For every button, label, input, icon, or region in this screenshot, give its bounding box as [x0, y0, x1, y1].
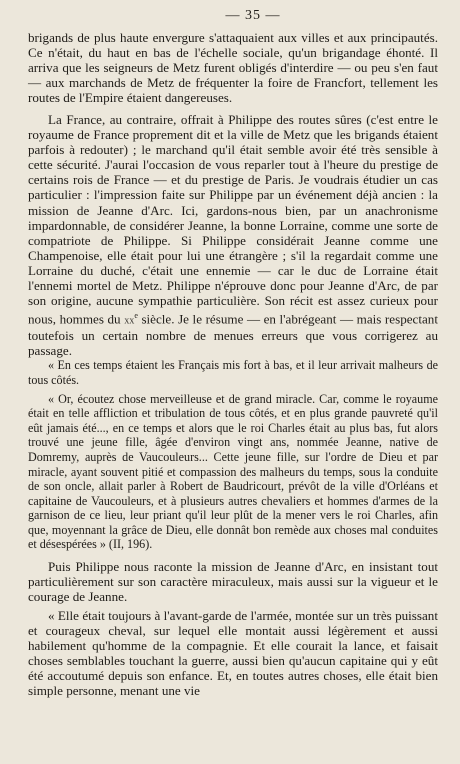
quote-francais-a-bas: « En ces temps étaient les Français mis fort à bas, et il leur arrivait malheurs de tous côtés.	[28, 358, 438, 387]
paragraph-france-text-end: siècle. Je le résume — en l'abrégeant — mais respectant toutefois un certain nombre de menues erreurs que vous corrigerez au passage.	[28, 311, 438, 359]
paragraph-mission-jeanne: Puis Philippe nous raconte la mission de Jeanne d'Arc, en insistant tout particulièrement sur son caractère miraculeux, mais aussi sur la vigueur et le courage de Jeanne.	[28, 559, 438, 605]
paragraph-gap	[28, 552, 438, 559]
paragraph-brigands: brigands de plus haute envergure s'attaquaient aux villes et aux principautés. Ce n'était, du haut en bas de l'échelle sociale, qu'un brigandage éhonté. Il arriva que les seigneurs de Metz furent obligés d'interdire — ou peu s'en faut — aux marchands de Metz de fréquenter la foire de Francfort, tellement les routes de l'Empire étaient dangereuses.	[28, 30, 438, 106]
paragraph-gap	[28, 105, 438, 112]
quote-avant-garde: « Elle était toujours à l'avant-garde de l'armée, montée sur un très puissant et courageux cheval, sur lequel elle montait aussi légèrement et aussi habilement qu'homme de la compagnie. Et elle courait la lance, et faisait choses semblables touchant la guerre, aussi bien qu'aucun capitaine qui y eût été accoutumé depuis son enfance. Et, en toutes autres choses, elle était bien simple personne, menant une vie	[28, 608, 438, 699]
quote-chose-merveilleuse: « Or, écoutez chose merveilleuse et de grand miracle. Car, comme le royaume était en telle affliction et tribulation de tous côtés, et en plus grande pauvreté qu'il eût jamais été..., en ce temps et alors que le roi Charles était au plus bas, fut alors trouvé une jeune fille, âgée d'environ vingt ans, nommée Jeanne, native de Domremy, auprès de Vaucouleurs... Cette jeune fille, sur l'ordre de Dieu et par miracle, ayant souvent pitié et compassion des malheurs du temps, sous la conduite de son oncle, allait parler à Robert de Baudricourt, prévôt de la ville d'Orléans et capitaine de Vaucouleurs, et à plusieurs autres chevaliers et hommes d'armes de la garnison de ce lieu, leur priant qu'il leur plût de la mener vers le roi Charles, afin que, moyennant la grâce de Dieu, elle donnât bon remède aux choses mal conduites et désespérées » (II, 196).	[28, 391, 438, 552]
century-numeral: xx	[124, 315, 135, 327]
century-superscript: e	[134, 310, 138, 320]
page-number: — 35 —	[225, 8, 281, 23]
paragraph-france-text: La France, au contraire, offrait à Philippe des routes sûres (c'est entre le royaume de France proprement dit et la ville de Metz que les brigands étaient parfois à redouter) ; le marchand qu'il était semble avoir été très sensible à cette sécurité. J'aurai l'occasion de vous reparler tout à l'heure du prestige de certains rois de France — et du prestige de Paris. Je voudrais étudier un cas particulier : l'impression faite sur Philippe par un événement déjà ancien : la mission de Jeanne d'Arc. Ici, gardons-nous bien, par un anachronisme impardonnable, de considérer Jeanne, la bonne Lorraine, comme une sorte de compatriote de Philippe. Si Philippe considérait Jeanne comme une Champenoise, elle était pour lui une étrangère ; s'il la regardait comme une Lorraine du duché, c'était une ennemie — car le duc de Lorraine était l'ennemi mortel de Metz. Philippe n'éprouve donc pour Jeanne d'Arc, de par son origine, aucune sympathie particulière. Son récit est assez curieux pour nous, hommes du	[28, 112, 438, 327]
paragraph-france-securite	[28, 112, 438, 358]
